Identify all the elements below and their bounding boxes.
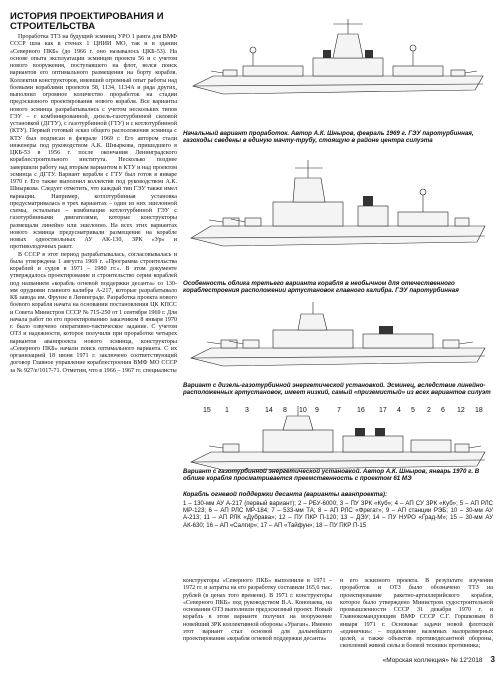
- fig4-label-15: 15: [203, 407, 211, 414]
- fig4-label-2: 2: [427, 407, 431, 414]
- legend-title: Корабль огневой поддержки десанта (варианты аванпроекта):: [183, 491, 388, 498]
- fig4-label-9: 9: [315, 407, 319, 414]
- fig4-label-7: 7: [337, 407, 341, 414]
- left-column: [10, 12, 177, 375]
- fig4-label-10: 10: [299, 407, 307, 414]
- fig4-label-14: 14: [265, 407, 273, 414]
- fig4-label-8: 8: [283, 407, 287, 414]
- figure-1-ship-drawing: [183, 14, 493, 114]
- fig4-label-5: 5: [411, 407, 415, 414]
- fig4-label-4: 4: [397, 407, 401, 414]
- fig4-label-16: 16: [357, 407, 365, 414]
- fig4-label-12: 12: [457, 407, 465, 414]
- legend-list: 1 – 130-мм АУ А-217 (первый вариант); 2 – РБУ-6000; 3 – ПУ ЗРК «Куб»; 4 – АП СУ ЗРК «Куб»; 5 – АП РЛС МР-123; 6 – АП РЛС МР-184; 7 – 533-мм ТА; 8 – АП РЛС «Фрегат»; 9 – АП станции РЭБ; 10 – 30-мм АУ А-213; 11 – АП РЛК «Дубрава»; 12 – ПУ ПКР П-120; 13 – ДЭУ; 14 – ПУ НУРО «Град-М»; 15 – 30-мм АУ АК-630; 16 – АП «Салгир»; 17 – АП «Тайфун»; 18 – ПУ ПКР П-15: [183, 500, 493, 529]
- figure-3-ship-drawing: [183, 300, 493, 380]
- middle-column-text: конструкторы «Северного ПКБ» выполнили в 1971 – 1972 гг. и затраты на его разработку составили 165,6 тыс. рублей (в ценах того времени). В 1971 г. конструкторы «Северного ПКБ» под руководством В.А. Конопаева, на основании ОТЗ выполнили предэскизный проект. Новый корабль в этом варианте получил на вооружение новейший ЗРК коллективной обороны «Ураган». Именно этот вариант стал основой для дальнейшего проектирования «корабля огневой поддержки десанта»: [183, 578, 332, 642]
- figure-1-caption: Начальный вариант проработок. Автор А.К. Шныров, февраль 1969 г. ГЭУ паротурбинная, газоходы сведены в единую мачту-трубу, стоящую в районе центра силуэта: [183, 130, 474, 145]
- page-number: 3: [490, 655, 495, 664]
- left-paragraph-2: В СССР в этот период разрабатывалась, согласовывалась и была утверждена 1 августа 1969 г. «Программа строительства кораблей и судов в 1971 – 1980 гг.». В этом документе утверждалось проектирование и строительство серии кораблей под названием «корабль огневой поддержки десанта» со 130-мм орудиями главного калибра А-217, которые разрабатывало КБ завода им. Фрунзе в Ленинграде. Разработка проекта нового боевого корабля начата на основании постановления ЦК КПСС и Совета Министров СССР № 715-250 от 1 сентября 1969 г. Для начала работ по его проектированию заказчиком 8 января 1970 г. было озвучено оперативно-тактическое задание. С учетом ОТЗ и надежности, которое получили при проработке четырех вариантов аванпроекта нового эсминца, конструкторы «Северного ПКБ» начали поиск оптимального варианта. С их организацией 18 июня 1971 г. заключено соответствующий договор Главное управление кораблестроения ВМФ МО СССР за № 927/е/1017-71. Отметим, что в 1966 – 1967 гг. специалисты: [10, 251, 177, 374]
- fig4-label-18: 18: [475, 407, 483, 414]
- fig4-label-3: 3: [245, 407, 249, 414]
- magazine-name: «Морская коллекция» № 12'2018: [382, 657, 483, 664]
- fig4-label-17: 17: [379, 407, 387, 414]
- fig4-label-1: 1: [225, 407, 229, 414]
- fig4-label-6: 6: [441, 407, 445, 414]
- right-column-text: и его эскизного проекта. В результате изучения проработок и ОТЗ было обозначено ТТЗ на проектирование ракетно-артиллерийского корабля, которое было утверждено Министром судостроительной промышленности СССР 31 декабря 1970 г. и Главнокомандующим ВМФ СССР С.Г. Горшковым 8 января 1971 г. Основные задачи новой флотской «единички»: – подавление наземных малоразмерных целей, а также объектов противодесантной обороны, скоплений живой силы и боевой техники противника;: [340, 578, 493, 650]
- section-title: ИСТОРИЯ ПРОЕКТИРОВАНИЯ И СТРОИТЕЛЬСТВА: [10, 11, 164, 32]
- figure-2-caption: Особенность облика третьего варианта корабля в необычном для отечественного кораблестроения расположении артустановок главного калибра. ГЭУ паротурбинная: [183, 280, 459, 295]
- figure-4-caption: Вариант с газотурбинной энергетической установкой. Автор А.К. Шныров, январь 1970 г. В облике корабля просматривается преемственность с проектом 61 МЭ: [183, 468, 480, 483]
- figure-3-caption: Вариант с дизель-газотурбинной энергетической установкой. Эсминец, вследствие линейно-расположенных артустановок, имеет низкий, самый «приземистый» из всех вариантов силуэт: [183, 382, 491, 397]
- left-paragraph-1: Проработка ТТЗ на будущий эсминец УРО 1 ранга для ВМФ СССР шла как в стенах 1 ЦНИИ МО, так и в здании «Северного ПКБ» (до 1966 г. оно называлось ЦКБ-53). На основе опыта эксплуатации эсминцев проекта 56 и с учетом нового вооружения, поступавшего на флот, велся поиск вариантов его оптимального размещения на борту корабля. Коллектив конструкторов, имевший огромный опыт работы над боевыми кораблями проектов 58, 1134, 1134А и ряда других, выполнил огромное количество проработок на стадии предэскизного проектирования нового корабля. Все варианты нового эсминца разрабатывались с учетом нескольких типов ГЭУ – с комбинированной, дизель-газотурбинной силовой установкой (ДГТУ), с газотурбинной (ГТУ) и с котлотурбинной (КТУ). Первый готовый эскиз общего расположения эсминца с КТУ был подписан в феврале 1969 г. Его автором стали инженеры под руководством А.К. Шныркова, пришедшего в ЦКБ-53 в 1956 г. после окончания Ленинградского кораблестроительного института. Несколько позднее завершили работу над вторым вариантом в КТУ и над проектом эсминца с ДГТУ. Вариант корабля с ГТУ был готов в январе 1970 г. Его также выполнил коллектив под руководством А.К. Шныркова. Следует отметить, что каждый тип ГЭУ также имел вариации. Например, котлотурбинная установка предусматривалась в трех вариантах – один из них эшелонной схемы, остальные – комбинация котлотурбинной ГЭУ с газотурбинными двигателями, которые конструкторы размещали линейно или эшелонно. На всех этих вариантах нового эсминца предусматривали размещение на корабле новых одноствольных АУ АК-130, ЗРК «Ур» и противолодочных ракет.: [10, 34, 177, 251]
- page-footer: [300, 655, 495, 664]
- figure-2-ship-drawing: [183, 156, 493, 264]
